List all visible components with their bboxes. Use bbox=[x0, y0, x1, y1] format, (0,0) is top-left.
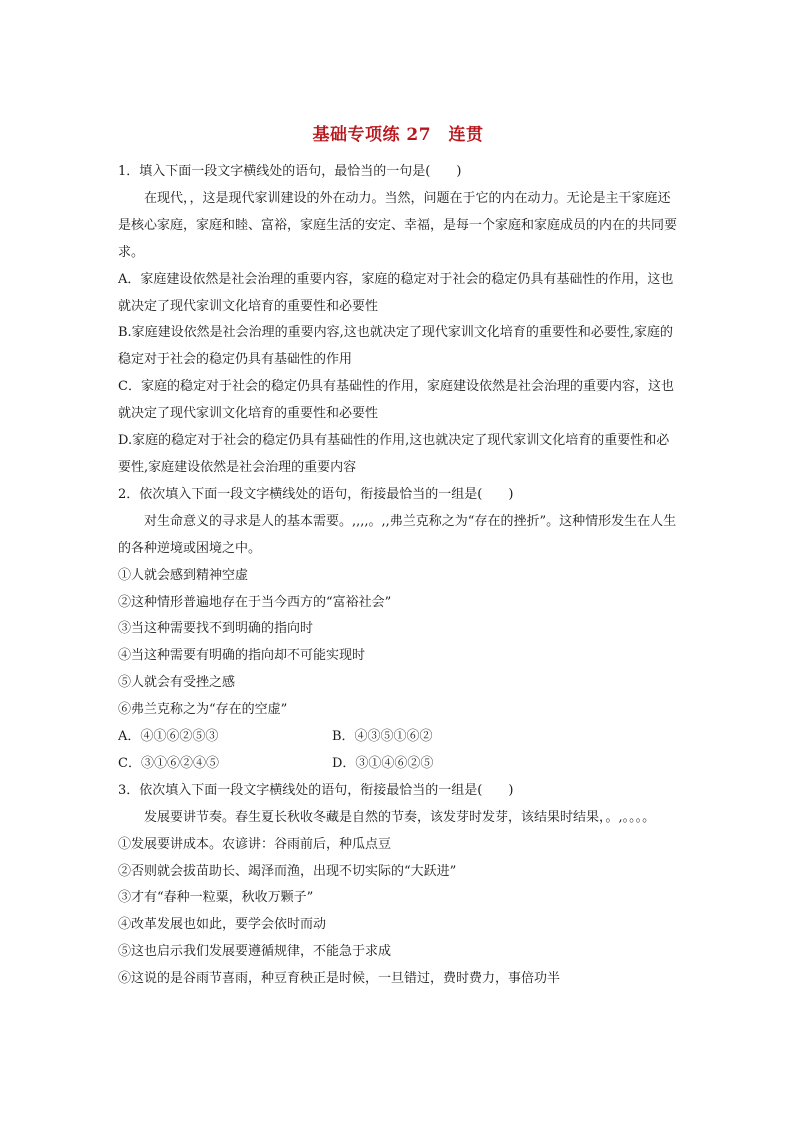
option-d: D.家庭的稳定对于社会的稳定仍具有基础性的作用,这也就决定了现代家训文化培育的重要性和必要性,家庭建设依然是社会治理的重要内容 bbox=[118, 433, 670, 475]
option-a: A．家庭建设依然是社会治理的重要内容，家庭的稳定对于社会的稳定仍具有基础性的作用，这也就决定了现代家训文化培育的重要性和必要性 bbox=[118, 271, 674, 314]
question-stem: 2．依次填入下面一段文字横线处的语句，衔接最恰当的一组是( ) bbox=[118, 486, 514, 502]
question-stem: 1．填入下面一段文字横线处的语句，最恰当的一句是( ) bbox=[118, 164, 462, 179]
options-row bbox=[118, 724, 678, 751]
question-passage: 对生命意义的寻求是人的基本需要。,,,,。,,弗兰克称之为“存在的挫折”。这种情形发生在人生的各种逆境或困境之中。 bbox=[118, 513, 677, 556]
option-b: B.家庭建设依然是社会治理的重要内容,这也就决定了现代家训文化培育的重要性和必要性,家庭的稳定对于社会的稳定仍具有基础性的作用 bbox=[118, 325, 673, 368]
list-item: ②这种情形普遍地存在于当今西方的“富裕社会” bbox=[118, 594, 392, 610]
list-item: ①发展要讲成本。农谚讲：谷雨前后，种瓜点豆 bbox=[118, 836, 392, 852]
option-a: A．④①⑥②⑤③ bbox=[118, 729, 219, 745]
question-passage: 发展要讲节奏。春生夏长秋收冬藏是自然的节奏，该发芽时发芽，该结果时结果，。,。。。。 bbox=[144, 809, 656, 825]
page-title: 基础专项练 27 连贯 bbox=[312, 125, 484, 145]
list-item: ⑥弗兰克称之为“存在的空虚” bbox=[118, 702, 288, 718]
list-item: ②否则就会拔苗助长、竭泽而渔，出现不切实际的“大跃进” bbox=[118, 863, 457, 879]
question-stem: 3．依次填入下面一段文字横线处的语句，衔接最恰当的一组是( ) bbox=[118, 782, 514, 798]
list-item: ⑤人就会有受挫之感 bbox=[118, 675, 236, 691]
question-passage: 在现代，，这是现代家训建设的外在动力。当然，问题在于它的内在动力。无论是主干家庭还是核心家庭，家庭和睦、富裕，家庭生活的安定、幸福，是每一个家庭和家庭成员的内在的共同要求。 bbox=[118, 190, 678, 260]
question-1 bbox=[118, 159, 678, 482]
option-c: C．③①⑥②④⑤ bbox=[118, 755, 219, 771]
option-d: D．③①④⑥②⑤ bbox=[332, 755, 434, 771]
question-3 bbox=[118, 778, 678, 993]
list-item: ①人就会感到精神空虚 bbox=[118, 567, 249, 583]
list-item: ⑥这说的是谷雨节喜雨，种豆育秧正是时候，一旦错过，费时费力，事倍功半 bbox=[118, 971, 561, 987]
options-row bbox=[118, 751, 678, 778]
list-item: ⑤这也启示我们发展要遵循规律，不能急于求成 bbox=[118, 944, 392, 960]
option-b: B．④③⑤①⑥② bbox=[332, 729, 433, 745]
list-item: ④改革发展也如此，要学会依时而动 bbox=[118, 917, 327, 933]
list-item: ③才有“春种一粒粟，秋收万颗子” bbox=[118, 890, 314, 906]
document-page bbox=[118, 120, 678, 993]
list-item: ④当这种需要有明确的指向却不可能实现时 bbox=[118, 648, 366, 664]
list-item: ③当这种需要找不到明确的指向时 bbox=[118, 621, 314, 637]
question-2 bbox=[118, 482, 678, 778]
option-c: C．家庭的稳定对于社会的稳定仍具有基础性的作用，家庭建设依然是社会治理的重要内容，这也就决定了现代家训文化培育的重要性和必要性 bbox=[118, 379, 674, 422]
